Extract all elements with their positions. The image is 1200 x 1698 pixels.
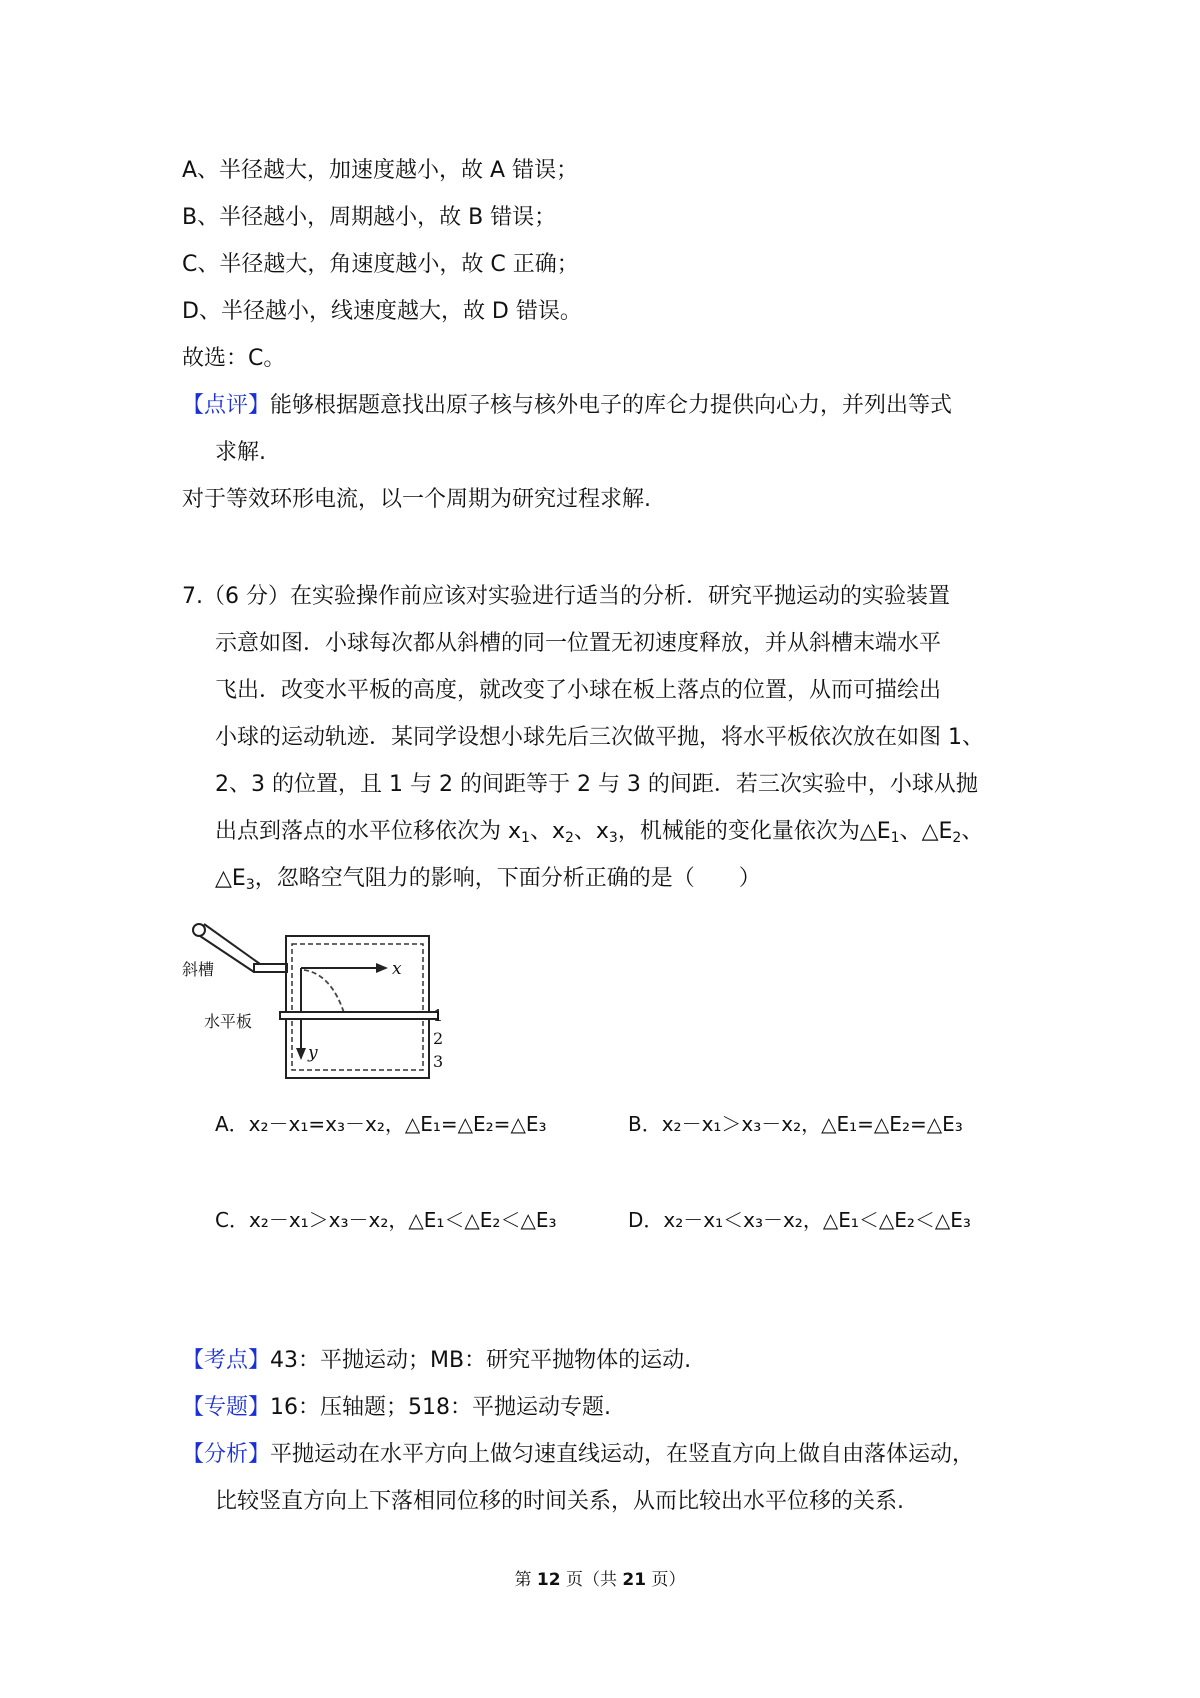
analysis-line-d: D、半径越小，线速度越大，故 D 错误。 (182, 299, 582, 324)
page-footer: 第 12 页（共 21 页） (514, 1570, 686, 1590)
label-board: 水平板 (204, 1012, 253, 1031)
option-d: D．x₂－x₁＜x₃－x₂，△E₁＜△E₂＜△E₃ (628, 1208, 971, 1232)
zhuanti-text: 16：压轴题；518：平抛运动专题. (270, 1395, 611, 1420)
comment-text-1: 能够根据题意找出原子核与核外电子的库仑力提供向心力，并列出等式 (270, 393, 953, 418)
analysis-line-a: A、半径越大，加速度越小，故 A 错误； (182, 158, 579, 183)
comment-line-2: 求解. (215, 440, 266, 465)
question-text-1: 在实验操作前应该对实验进行适当的分析．研究平抛运动的实验装置 (289, 584, 950, 609)
question-number: 7.（6 分） (182, 584, 290, 609)
question-line-3: 飞出．改变水平板的高度，就改变了小球在板上落点的位置，从而可描绘出 (215, 678, 942, 703)
label-pos-1: 1 (433, 1006, 444, 1025)
zhuanti-tag: 【专题】 (182, 1395, 271, 1420)
question-line-5: 2、3 的位置，且 1 与 2 的间距等于 2 与 3 的间距．若三次实验中，小球从抛 (215, 772, 978, 797)
analysis-line-c: C、半径越大，角速度越小，故 C 正确； (182, 252, 579, 277)
trajectory (304, 970, 345, 1016)
question-line-4: 小球的运动轨迹．某同学设想小球先后三次做平抛，将水平板依次放在如图 1、 (215, 725, 984, 750)
label-pos-2: 2 (433, 1029, 444, 1048)
label-pos-3: 3 (433, 1052, 444, 1071)
comment-line-1 (182, 391, 952, 421)
fenxi-tag: 【分析】 (182, 1442, 271, 1467)
fenxi-line-2: 比较竖直方向上下落相同位移的时间关系，从而比较出水平位移的关系. (215, 1489, 904, 1514)
kaodian-tag: 【考点】 (182, 1348, 271, 1373)
zhuanti-line (182, 1393, 611, 1423)
label-axis-y: y (308, 1043, 318, 1063)
label-axis-x: x (392, 959, 402, 979)
fenxi-text-1: 平抛运动在水平方向上做匀速直线运动，在竖直方向上做自由落体运动， (270, 1442, 975, 1467)
page-total: 21 (622, 1570, 647, 1590)
experiment-figure (182, 914, 452, 1084)
answer-line: 故选：C。 (182, 346, 286, 371)
kaodian-line (182, 1346, 691, 1376)
option-a: A．x₂－x₁=x₃－x₂，△E₁=△E₂=△E₃ (215, 1112, 547, 1136)
comment-line-3: 对于等效环形电流，以一个周期为研究过程求解. (182, 487, 651, 512)
question-line-2: 示意如图．小球每次都从斜槽的同一位置无初速度释放，并从斜槽末端水平 (215, 631, 942, 656)
page-number: 12 (536, 1570, 561, 1590)
comment-tag: 【点评】 (182, 393, 271, 418)
kaodian-text: 43：平抛运动；MB：研究平抛物体的运动. (270, 1348, 692, 1373)
option-c: C．x₂－x₁＞x₃－x₂，△E₁＜△E₂＜△E₃ (215, 1208, 557, 1232)
option-b: B．x₂－x₁＞x₃－x₂，△E₁=△E₂=△E₃ (628, 1112, 963, 1136)
question-line-7: $\triangle E_3$，忽略空气阻力的影响，下面分析正确的是（ ） (215, 866, 761, 893)
label-chute: 斜槽 (182, 960, 215, 979)
horizontal-board (280, 1012, 438, 1019)
analysis-line-b: B、半径越小，周期越小，故 B 错误； (182, 205, 557, 230)
question-line-1 (182, 582, 950, 612)
question-line-6: 出点到落点的水平位移依次为 $x_1$、$x_2$、$x_3$，机械能的变化量依次为$\triangle E_1$、$\triangle E_2$、 (215, 819, 984, 846)
fenxi-line-1 (182, 1440, 974, 1470)
